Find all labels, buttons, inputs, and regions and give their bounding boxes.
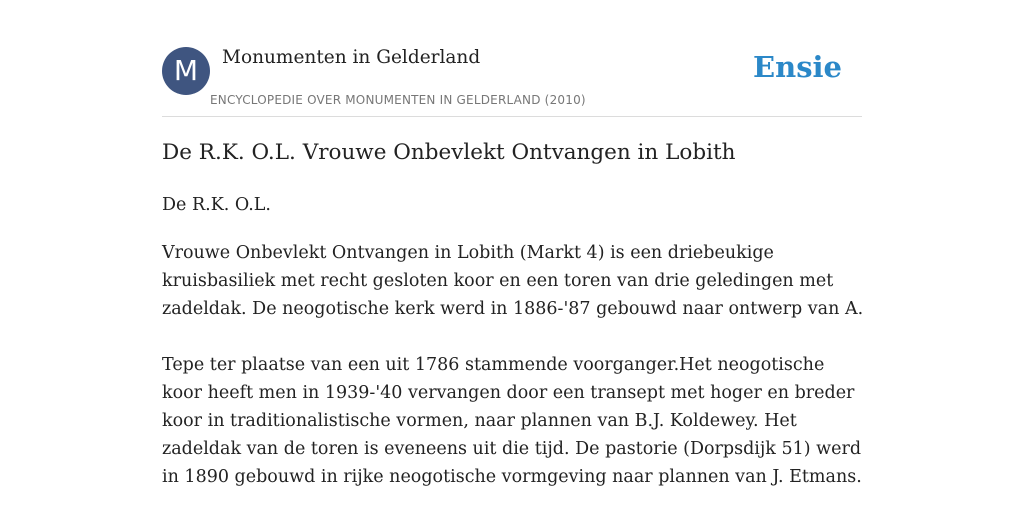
article-paragraph: Tepe ter plaatse van een uit 1786 stammende voorganger.Het neogotische koor heeft men in 1939-'40 vervangen door een transept met hoger en breder koor in traditionalistische vormen, naar plannen van B.J. Koldewey. Het zadeldak van de toren is eveneens uit die tijd. De pastorie (Dorpsdijk 51) werd in 1890 gebouwd in rijke neogotische vormgeving naar plannen van J. Etmans. [162, 355, 862, 487]
article-lead: De R.K. O.L. [162, 195, 271, 215]
article-paragraph: Vrouwe Onbevlekt Ontvangen in Lobith (Markt 4) is een driebeukige kruisbasiliek met recht gesloten koor en een toren van drie geledingen met zadeldak. De neogotische kerk werd in 1886-'87 gebouwd naar ontwerp van A. [162, 243, 864, 319]
brand-logo[interactable]: Ensie [753, 50, 842, 84]
avatar[interactable]: M [162, 47, 210, 95]
article-title: De R.K. O.L. Vrouwe Onbevlekt Ontvangen in Lobith [162, 140, 736, 165]
site-header [162, 46, 862, 117]
site-subtitle: ENCYCLOPEDIE OVER MONUMENTEN IN GELDERLAND (2010) [210, 93, 586, 107]
site-title[interactable]: Monumenten in Gelderland [222, 47, 481, 68]
